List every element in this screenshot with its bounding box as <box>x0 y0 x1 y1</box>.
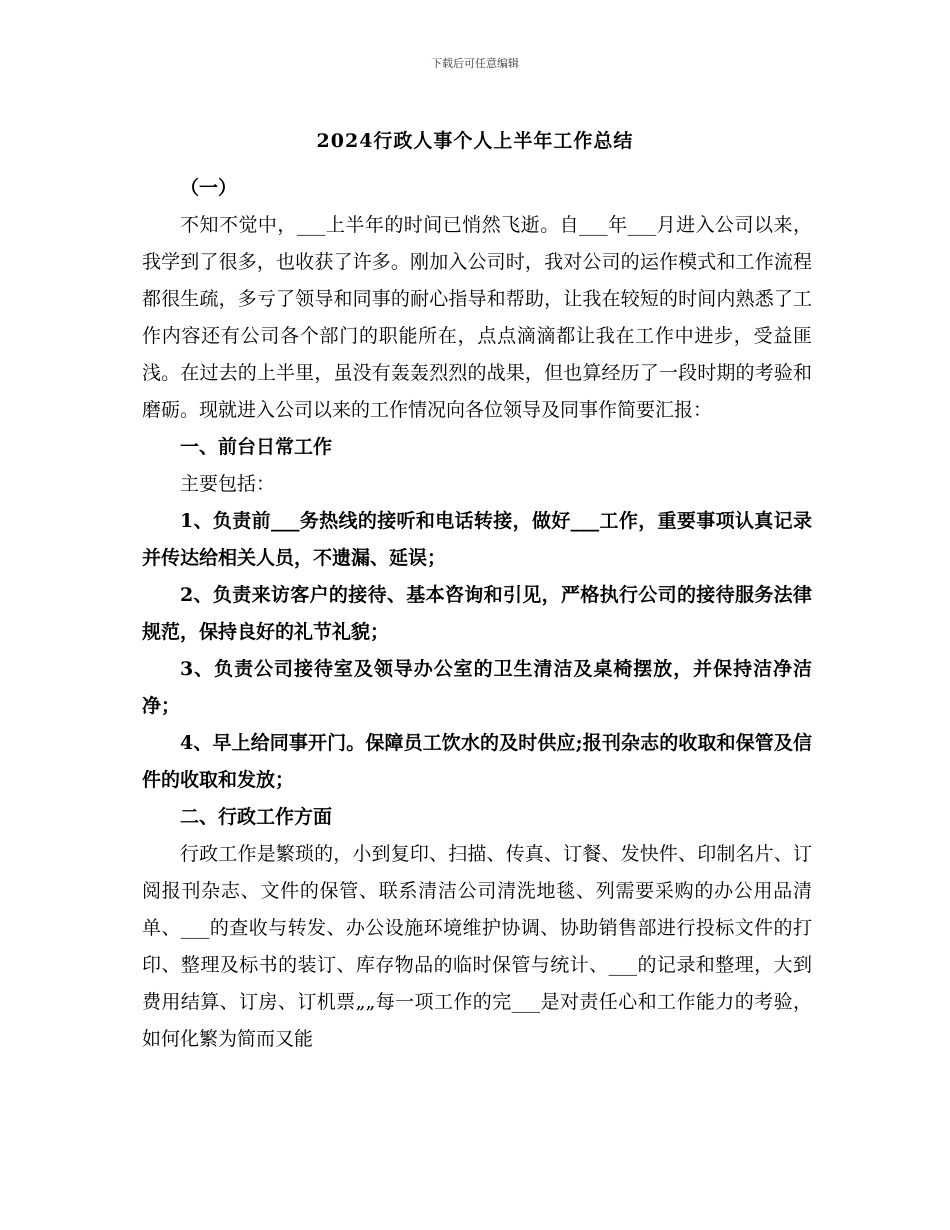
main-includes-paragraph: 主要包括： <box>180 473 276 495</box>
heading-front-desk: 一、前台日常工作 <box>180 436 333 458</box>
intro-paragraph: 不知不觉中，___上半年的时间已悄然飞逝。自___年___月进入公司以来，我学到了很多，也收获了许多。刚加入公司时，我对公司的运作模式和工作流程都很生疏，多亏了领导和同事的耐心指导和帮助，让我在较短的时间内熟悉了工作内容还有公司各个部门的职能所在，点点滴滴都让我在工作中进步，受益匪浅。在过去的上半里，虽没有轰轰烈烈的战果，但也算经历了一段时期的考验和磨砺。现就进入公司以来的工作情况向各位领导及同事作简要汇报： <box>142 214 812 421</box>
header-note: 下载后可任意编辑 <box>431 57 519 70</box>
admin-body-paragraph: 行政工作是繁琐的，小到复印、扫描、传真、订餐、发快件、印制名片、订阅报刊杂志、文件的保管、联系清洁公司清洗地毯、列需要采购的办公用品清单、___的查收与转发、办公设施环境维护协调、协助销售部进行投标文件的打印、整理及标书的装订、库存物品的临时保管与统计、___的记录和整理，大到费用结算、订房、订机票„„每一项工作的完___是对责任心和工作能力的考验，如何化繁为简而又能 <box>142 843 812 1050</box>
item-3-paragraph: 3、负责公司接待室及领导办公室的卫生清洁及桌椅摆放，并保持洁净洁净； <box>142 658 812 717</box>
heading-admin: 二、行政工作方面 <box>180 806 333 828</box>
document-body <box>142 170 812 1058</box>
item-2-paragraph: 2、负责来访客户的接待、基本咨询和引见，严格执行公司的接待服务法律规范，保持良好的礼节礼貌； <box>142 584 812 643</box>
document-title: 2024行政人事个人上半年工作总结 <box>316 130 634 152</box>
item-1-paragraph: 1、负责前___务热线的接听和电话转接，做好___工作，重要事项认真记录并传达给相关人员，不遗漏、延误； <box>142 510 812 569</box>
section-one-label: （一） <box>180 177 238 199</box>
item-4-paragraph: 4、早上给同事开门。保障员工饮水的及时供应;报刊杂志的收取和保管及信件的收取和发放； <box>142 732 812 791</box>
